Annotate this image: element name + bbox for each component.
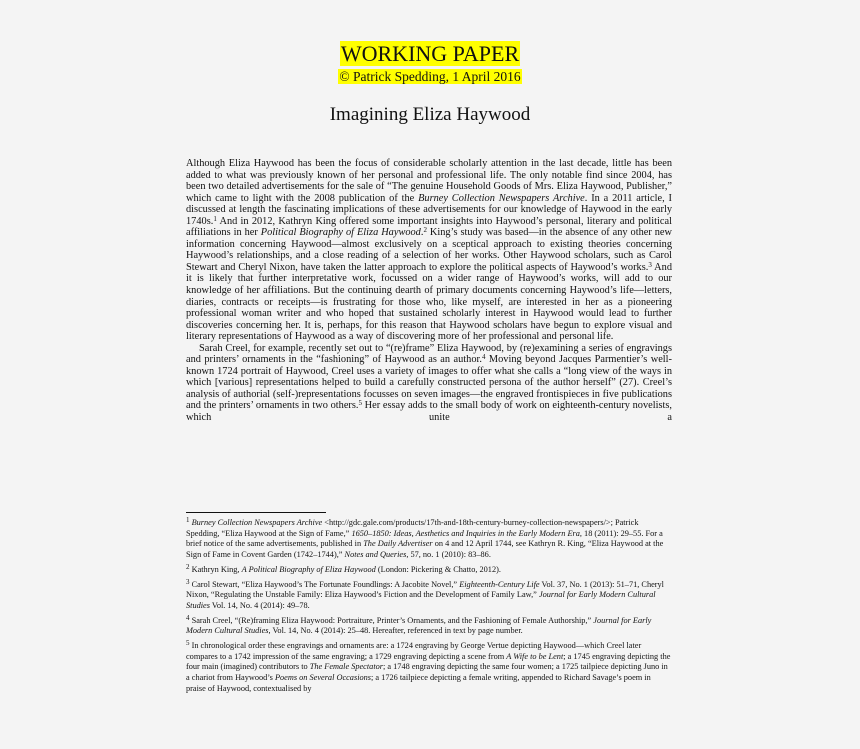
citation-title: Burney Collection Newspapers Archive	[418, 192, 585, 204]
footnote-number: 4	[186, 613, 190, 622]
footnote-number: 1	[186, 516, 190, 524]
footnote-ref-1[interactable]: 1	[213, 214, 217, 223]
paper-title: Imagining Eliza Haywood	[329, 104, 531, 125]
citation-title: Political Biography of Eliza Haywood	[260, 227, 421, 239]
footnote-5: $^5$ In chronological order these engravings and ornaments are: a 1724 engraving by George Vertue depicting Haywood—which Creel later compares to a 1742 impression of the same engraving; a 1729 engraving depicting a scene from A Wife to be Lent; a 1745 engraving depicting the four main (imagined) contributors to The Female Spectator; a 1748 engraving depicting the same four women; a 1725 tailpiece depicting Juno in a chariot from Haywood’s Poems on Several Occasions; a 1726 tailpiece depicting a female writing, appended to Richard Savage’s poem in praise of Haywood, contextualised by	[186, 639, 671, 693]
footnote-ref-2[interactable]: 2	[423, 226, 427, 235]
footnote-number: 5	[186, 639, 190, 648]
footnote-ref-5[interactable]: 5	[358, 399, 362, 408]
copyright-label: © Patrick Spedding, 1 April 2016	[339, 69, 521, 84]
copyright-line	[0, 69, 860, 85]
footnote-1: $^1$ Burney Collection Newspapers Archive <http://gdc.gale.com/products/17th-and-18th-century-burney-collection-newspapers/>; Patrick Spedding, “Eliza Haywood at the Sign of Fame,” 1650–1850: Ideas, Aesthetics and Inquiries in the Early Modern Era, 18 (2011): 29–55. For a brief notice of the same advertisements, published in The Daily Advertiser on 4 and 12 April 1744, see Kathryn R. King, “Eliza Haywood at the Sign of Fame in Covent Garden (1742–1744),” Notes and Queries, 57, no. 1 (2010): 83–86.	[186, 516, 664, 560]
working-paper-label: WORKING PAPER	[340, 41, 520, 66]
paragraph-1: Although Eliza Haywood has been the focus of considerable scholarly attention in the last decade, little has been added to what was previously known of her personal and professional life. The only notable find since 2004, has been two detailed advertisements for the sale of “The genuine Household Goods of Mrs. Eliza Haywood, Publisher,” which came to light with the 2008 publication of the Burney Collection Newspapers Archive. In a 2011 article, I discussed at length the fascinating implications of these advertisements for our knowledge of Haywood in the early 1740s.$^1$ And in 2012, Kathryn King offered some important insights into Haywood’s personal, literary and political affiliations in her Political Biography of Eliza Haywood.$^2$ King’s study was based—in the absence of any other new information concerning Haywood—almost exclusively on a sceptical approach to existing theories concerning Haywood’s relationships, and a close reading of a selection of her works. Other Haywood scholars, such as Carol Stewart and Cheryl Nixon, have taken the latter approach to explore the political aspects of Haywood’s works.$^3$ And it is likely that further interpretative work, focussed on a wider range of Haywood’s works, will add to our knowledge of her affiliations. But the continuing dearth of primary documents concerning Haywood’s life—letters, diaries, contracts or receipts—is frustrating for those who, like myself, are interested in her as a pioneering professional woman writer and who hoped that sustained scholarly interest in Haywood would lead to further discoveries concerning her. It is, perhaps, for this reason that Haywood scholars have begun to explore visual and literary representations of Haywood as a way of discovering more of her professional and personal life.	[186, 158, 672, 343]
footnote-4: $^4$ Sarah Creel, “(Re)framing Eliza Haywood: Portraiture, Printer’s Ornaments, and the Fashioning of Female Authorship,” Journal for Early Modern Cultural Studies, Vol. 14, No. 4 (2014): 25–48. Hereafter, referenced in text by page number.	[186, 613, 652, 636]
paragraph-2: Sarah Creel, for example, recently set out to “(re)frame” Eliza Haywood, by (re)examining a series of engravings and printers’ ornaments in the “fashioning” of Haywood as an author.$^4$ Moving beyond Jacques Parmentier’s well-known 1724 portrait of Haywood, Creel uses a variety of images to offer what she calls a “long view of the ways in which [various] representations helped to build a carefully constructed persona of the author herself” (27). Creel’s analysis of authorial (self-)representations focusses on seven images—the engraved frontispieces in five publications and the printers’ ornaments in two others.$^5$ Her essay adds to the small body of work on eighteenth-century novelists, which unite a	[186, 342, 673, 424]
footnote-number: 2	[186, 562, 190, 571]
footnote-ref-3[interactable]: 3	[648, 260, 652, 269]
working-paper-heading	[0, 42, 860, 66]
footnote-2: $^2$ Kathryn King, A Political Biography of Eliza Haywood (London: Pickering & Chatto, 2012).	[186, 562, 501, 574]
footnote-ref-4[interactable]: 4	[481, 353, 486, 362]
footnote-3: $^3$ Carol Stewart, “Eliza Haywood’s The Fortunate Foundlings: A Jacobite Novel,” Eighteenth-Century Life Vol. 37, No. 1 (2013): 51–71, Cheryl Nixon, “Regulating the Unstable Family: Eliza Haywood’s Fiction and the Development of Family Law,” Journal for Early Modern Cultural Studies Vol. 14, No. 4 (2014): 49–78.	[186, 577, 664, 610]
footnotes	[186, 518, 672, 695]
footnote-number: 3	[186, 577, 190, 586]
footnote-separator	[186, 512, 326, 513]
body-text	[186, 158, 672, 424]
